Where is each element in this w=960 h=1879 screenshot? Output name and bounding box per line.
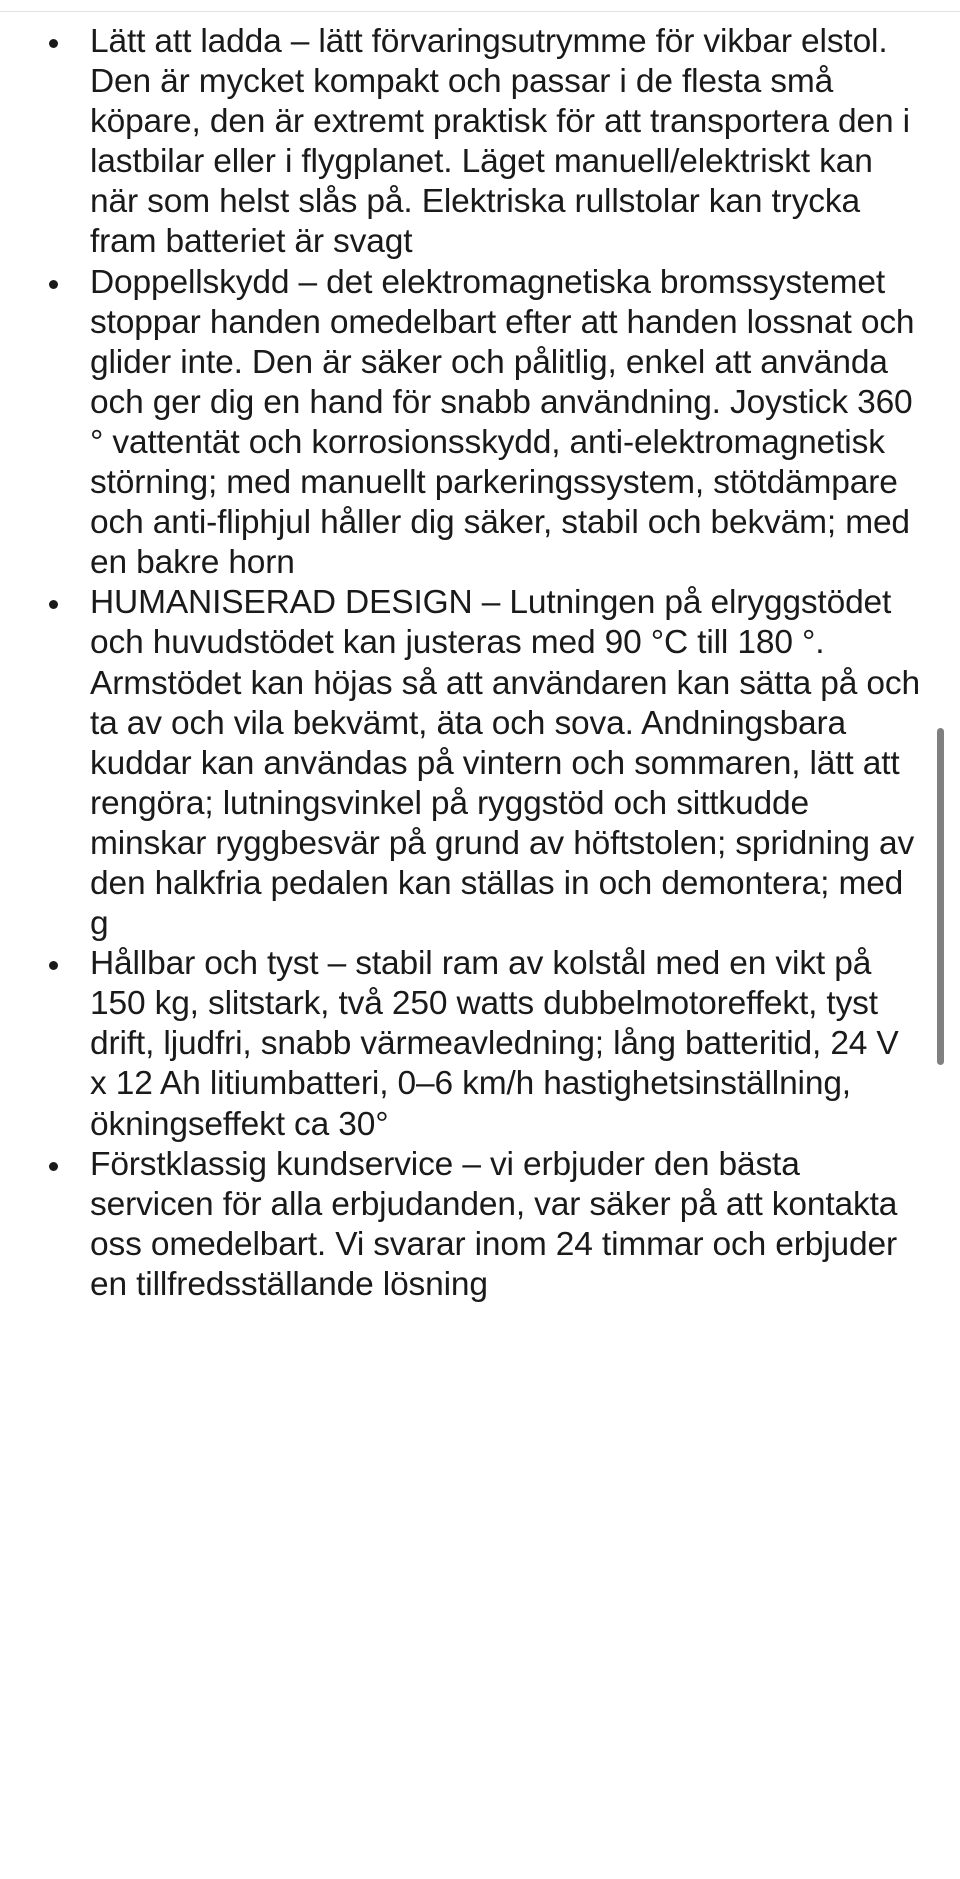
feature-bullet-list: [0, 22, 960, 1305]
list-item: [0, 944, 960, 1144]
list-item: [0, 263, 960, 584]
vertical-scrollbar-thumb[interactable]: [937, 728, 944, 1065]
list-item-text: Doppellskydd – det elektromagnetiska bromssystemet stoppar handen omedelbart efter att handen lossnat och glider inte. Den är säker och pålitlig, enkel att använda och ger dig en hand för snabb användning. Joystick 360 ° vattentät och korrosionsskydd, anti-elektromagnetisk störning; med manuellt parkeringssystem, stötdämpare och anti-fliphjul håller dig säker, stabil och bekväm; med en bakre horn: [90, 263, 915, 582]
bullet-point-icon: [49, 600, 58, 609]
top-divider: [0, 11, 960, 12]
list-item-text: Hållbar och tyst – stabil ram av kolstål med en vikt på 150 kg, slitstark, två 250 watts dubbelmotoreffekt, tyst drift, ljudfri, snabb värmeavledning; lång batteritid, 24 V x 12 Ah litiumbatteri, 0–6 km/h hastighetsinställning, ökningseffekt ca 30°: [90, 945, 899, 1143]
bullet-point-icon: [49, 280, 58, 289]
list-item: [0, 1145, 960, 1305]
bullet-point-icon: [49, 961, 58, 970]
list-item: [0, 22, 960, 263]
bullet-point-icon: [49, 39, 58, 48]
list-item-text: Förstklassig kundservice – vi erbjuder den bästa servicen för alla erbjudanden, var säker på att kontakta oss omedelbart. Vi svarar inom 24 timmar och erbjuder en tillfredsställande lösning: [90, 1145, 898, 1303]
bullet-point-icon: [49, 1162, 58, 1171]
list-item-text: HUMANISERAD DESIGN – Lutningen på elryggstödet och huvudstödet kan justeras med 90 °C till 180 °. Armstödet kan höjas så att användaren kan sätta på och ta av och vila bekvämt, äta och sova. Andningsbara kuddar kan användas på vintern och sommaren, lätt att rengöra; lutningsvinkel på ryggstöd och sittkudde minskar ryggbesvär på grund av höftstolen; spridning av den halkfria pedalen kan ställas in och demontera; med g: [90, 584, 920, 943]
list-item-text: Lätt att ladda – lätt förvaringsutrymme för vikbar elstol. Den är mycket kompakt och passar i de flesta små köpare, den är extremt praktisk för att transportera den i lastbilar eller i flygplanet. Läget manuell/elektriskt kan när som helst slås på. Elektriska rullstolar kan trycka fram batteriet är svagt: [90, 23, 910, 261]
vertical-scrollbar-track[interactable]: [945, 0, 952, 1879]
list-item: [0, 583, 960, 944]
